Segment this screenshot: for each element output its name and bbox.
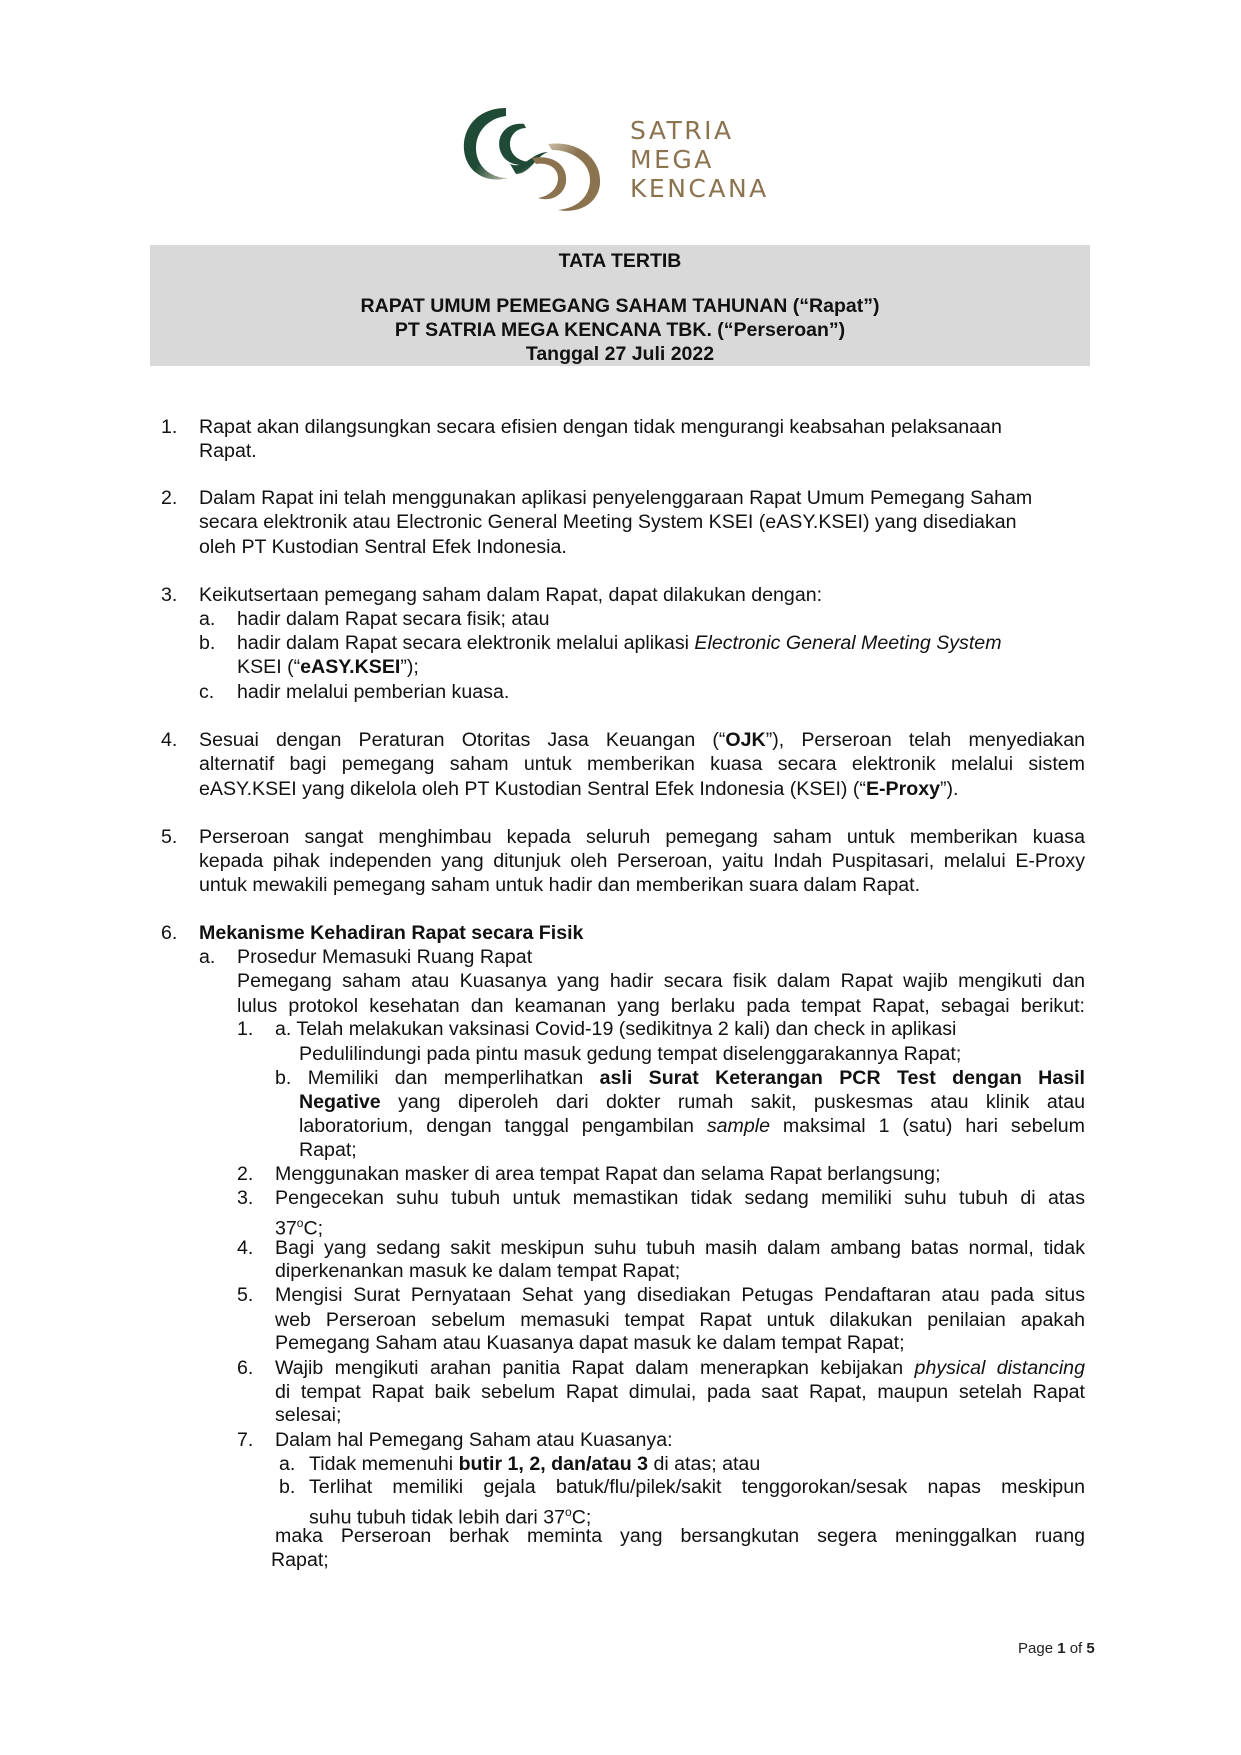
protocol-text [275, 1066, 1085, 1090]
item-text: Keikutsertaan pemegang saham dalam Rapat, dapat dilakukan dengan: [199, 584, 823, 606]
sub-letter: a. [199, 946, 216, 968]
item-number: 5. [161, 826, 178, 848]
item-number: 6. [161, 922, 178, 944]
item-number: 4. [161, 729, 178, 751]
item-text: Rapat akan dilangsungkan secara efisien dengan tidak mengurangi keabsahan pelaksanaan [199, 416, 1002, 438]
item-text: Dalam Rapat ini telah menggunakan aplikasi penyelenggaraan Rapat Umum Pemegang Saham [199, 487, 1033, 509]
bold-term: E-Proxy [865, 778, 940, 800]
logo-wordmark [630, 116, 769, 203]
sub-item-text [237, 631, 1002, 655]
logo-line-1: SATRIA [630, 116, 734, 145]
protocol-number: 4. [237, 1237, 254, 1259]
text-run: ”). [940, 778, 959, 800]
sub-letter: a. [279, 1453, 296, 1475]
bold-term: Negative [299, 1091, 381, 1113]
protocol-number: 2. [237, 1163, 254, 1185]
protocol-text: diperkenankan masuk ke dalam tempat Rapat; [275, 1260, 681, 1282]
total-pages: 5 [1086, 1640, 1095, 1657]
item-text: secara elektronik atau Electronic General Meeting System KSEI (eASY.KSEI) yang disediakan [199, 511, 1017, 533]
item-text [199, 728, 1085, 752]
protocol-number: 7. [237, 1429, 254, 1451]
text-run: hadir dalam Rapat secara elektronik melalui aplikasi [237, 632, 695, 654]
protocol-text: Bagi yang sedang sakit meskipun suhu tubuh masih dalam ambang batas normal, tidak [275, 1237, 1085, 1259]
protocol-text: Pedulilindungi pada pintu masuk gedung tempat diselenggarakannya Rapat; [299, 1043, 962, 1065]
protocol-number: 1. [237, 1018, 254, 1040]
page-indicator [1018, 1640, 1095, 1657]
sub-letter: c. [199, 681, 215, 703]
degree-sup: o [565, 1505, 572, 1519]
item-text: alternatif bagi pemegang saham untuk memberikan kuasa secara elektronik melalui sistem [199, 753, 1085, 775]
bold-term: asli Surat Keterangan PCR Test dengan Hasil [599, 1067, 1086, 1089]
protocol-text: Mengisi Surat Pernyataan Sehat yang disediakan Petugas Pendaftaran atau pada situs [275, 1284, 1085, 1306]
sub-item-text: hadir melalui pemberian kuasa. [237, 681, 510, 703]
protocol-text: a. Telah melakukan vaksinasi Covid-19 (sedikitnya 2 kali) dan check in aplikasi [275, 1018, 957, 1040]
section-heading: Mekanisme Kehadiran Rapat secara Fisik [199, 922, 584, 944]
condition-text [309, 1452, 760, 1476]
sub-letter: a. [199, 608, 216, 630]
text-run: ”), Perseroan telah menyediakan [765, 729, 1085, 751]
protocol-text: di tempat Rapat baik sebelum Rapat dimulai, pada saat Rapat, maupun setelah Rapat [275, 1381, 1085, 1403]
page-label: Page [1018, 1640, 1058, 1657]
protocol-text: Pemegang Saham atau Kuasanya dapat masuk ke dalam tempat Rapat; [275, 1332, 905, 1354]
logo-line-3: KENCANA [630, 174, 769, 203]
bold-term: butir 1, 2, dan/atau 3 [458, 1453, 649, 1475]
protocol-text [275, 1356, 1085, 1380]
bold-term: eASY.KSEI [300, 656, 401, 678]
text-run: KSEI (“ [237, 656, 301, 678]
text-run: maksimal 1 (satu) hari sebelum [770, 1115, 1085, 1137]
italic-term: Electronic General Meeting System [694, 632, 1002, 654]
protocol-text: Rapat; [299, 1139, 357, 1161]
protocol-text: selesai; [275, 1404, 342, 1426]
item-text: kepada pihak independen yang ditunjuk oleh Perseroan, yaitu Indah Puspitasari, melalui E-Proxy [199, 850, 1085, 872]
company-name: PT SATRIA MEGA KENCANA TBK. (“Perseroan”) [394, 319, 846, 341]
text-run: 37 [275, 1217, 297, 1240]
item-text [199, 777, 959, 801]
text-run: suhu tubuh tidak lebih dari 37 [309, 1506, 565, 1529]
italic-term: sample [706, 1115, 771, 1137]
condition-text: Terlihat memiliki gejala batuk/flu/pilek/sakit tenggorokan/sesak napas meskipun [309, 1476, 1085, 1498]
text-run: C; [571, 1506, 592, 1529]
protocol-text: Pengecekan suhu tubuh untuk memastikan tidak sedang memiliki suhu tubuh di atas [275, 1187, 1085, 1209]
document-title: TATA TERTIB [558, 250, 682, 272]
logo-line-2: MEGA [630, 145, 714, 174]
item-text: Perseroan sangat menghimbau kepada seluruh pemegang saham untuk memberikan kuasa [199, 826, 1085, 848]
text-run: b. Memiliki dan memperlihatkan [275, 1067, 600, 1089]
item-text: untuk mewakili pemegang saham untuk hadir dan memberikan suara dalam Rapat. [199, 874, 921, 896]
degree-sup: o [296, 1216, 304, 1230]
current-page: 1 [1057, 1640, 1066, 1657]
sub-item-text: hadir dalam Rapat secara fisik; atau [237, 608, 550, 630]
protocol-text [299, 1090, 1085, 1114]
item-text: Rapat. [199, 440, 257, 462]
text-run: eASY.KSEI yang dikelola oleh PT Kustodian Sentral Efek Indonesia (KSEI) (“ [199, 778, 866, 800]
text-run: yang diperoleh dari dokter rumah sakit, puskesmas atau klinik atau [380, 1091, 1085, 1113]
protocol-number: 3. [237, 1187, 254, 1209]
paragraph-text: Pemegang saham atau Kuasanya yang hadir secara fisik dalam Rapat wajib mengikuti dan [237, 970, 1085, 992]
item-number: 3. [161, 584, 178, 606]
meeting-name: RAPAT UMUM PEMEGANG SAHAM TAHUNAN (“Rapat”) [360, 295, 880, 317]
swirl-logo-icon [462, 104, 612, 214]
bold-term: OJK [725, 729, 766, 751]
company-logo [462, 104, 792, 214]
text-run: C; [303, 1217, 324, 1240]
sub-item-text [237, 655, 419, 679]
sub-item-title: Prosedur Memasuki Ruang Rapat [237, 946, 533, 968]
sub-letter: b. [199, 632, 216, 654]
meeting-date: Tanggal 27 Juli 2022 [525, 343, 715, 365]
consequence-text: maka Perseroan berhak meminta yang bersangkutan segera meninggalkan ruang [275, 1525, 1085, 1547]
sub-letter: b. [279, 1476, 296, 1498]
paragraph-text: lulus protokol kesehatan dan keamanan yang berlaku pada tempat Rapat, sebagai berikut: [237, 995, 1085, 1017]
item-text: oleh PT Kustodian Sentral Efek Indonesia. [199, 536, 567, 558]
consequence-text: Rapat; [271, 1549, 329, 1571]
protocol-text: Dalam hal Pemegang Saham atau Kuasanya: [275, 1429, 673, 1451]
text-run: ”); [400, 656, 419, 678]
text-run: Tidak memenuhi [309, 1453, 459, 1475]
page-of-label: of [1065, 1640, 1087, 1657]
protocol-number: 5. [237, 1284, 254, 1306]
text-run: di atas; atau [648, 1453, 761, 1475]
protocol-text [299, 1114, 1085, 1138]
item-number: 1. [161, 416, 178, 438]
protocol-text: Menggunakan masker di area tempat Rapat dan selama Rapat berlangsung; [275, 1163, 941, 1185]
text-run: Wajib mengikuti arahan panitia Rapat dalam menerapkan kebijakan [275, 1357, 915, 1379]
document-header [150, 245, 1090, 366]
italic-term: physical distancing [914, 1357, 1085, 1379]
protocol-number: 6. [237, 1357, 254, 1379]
text-run: Sesuai dengan Peraturan Otoritas Jasa Keuangan (“ [199, 729, 726, 751]
protocol-text: web Perseroan sebelum memasuki tempat Rapat untuk dilakukan penilaian apakah [275, 1309, 1085, 1331]
item-number: 2. [161, 487, 178, 509]
text-run: laboratorium, dengan tanggal pengambilan [299, 1115, 707, 1137]
